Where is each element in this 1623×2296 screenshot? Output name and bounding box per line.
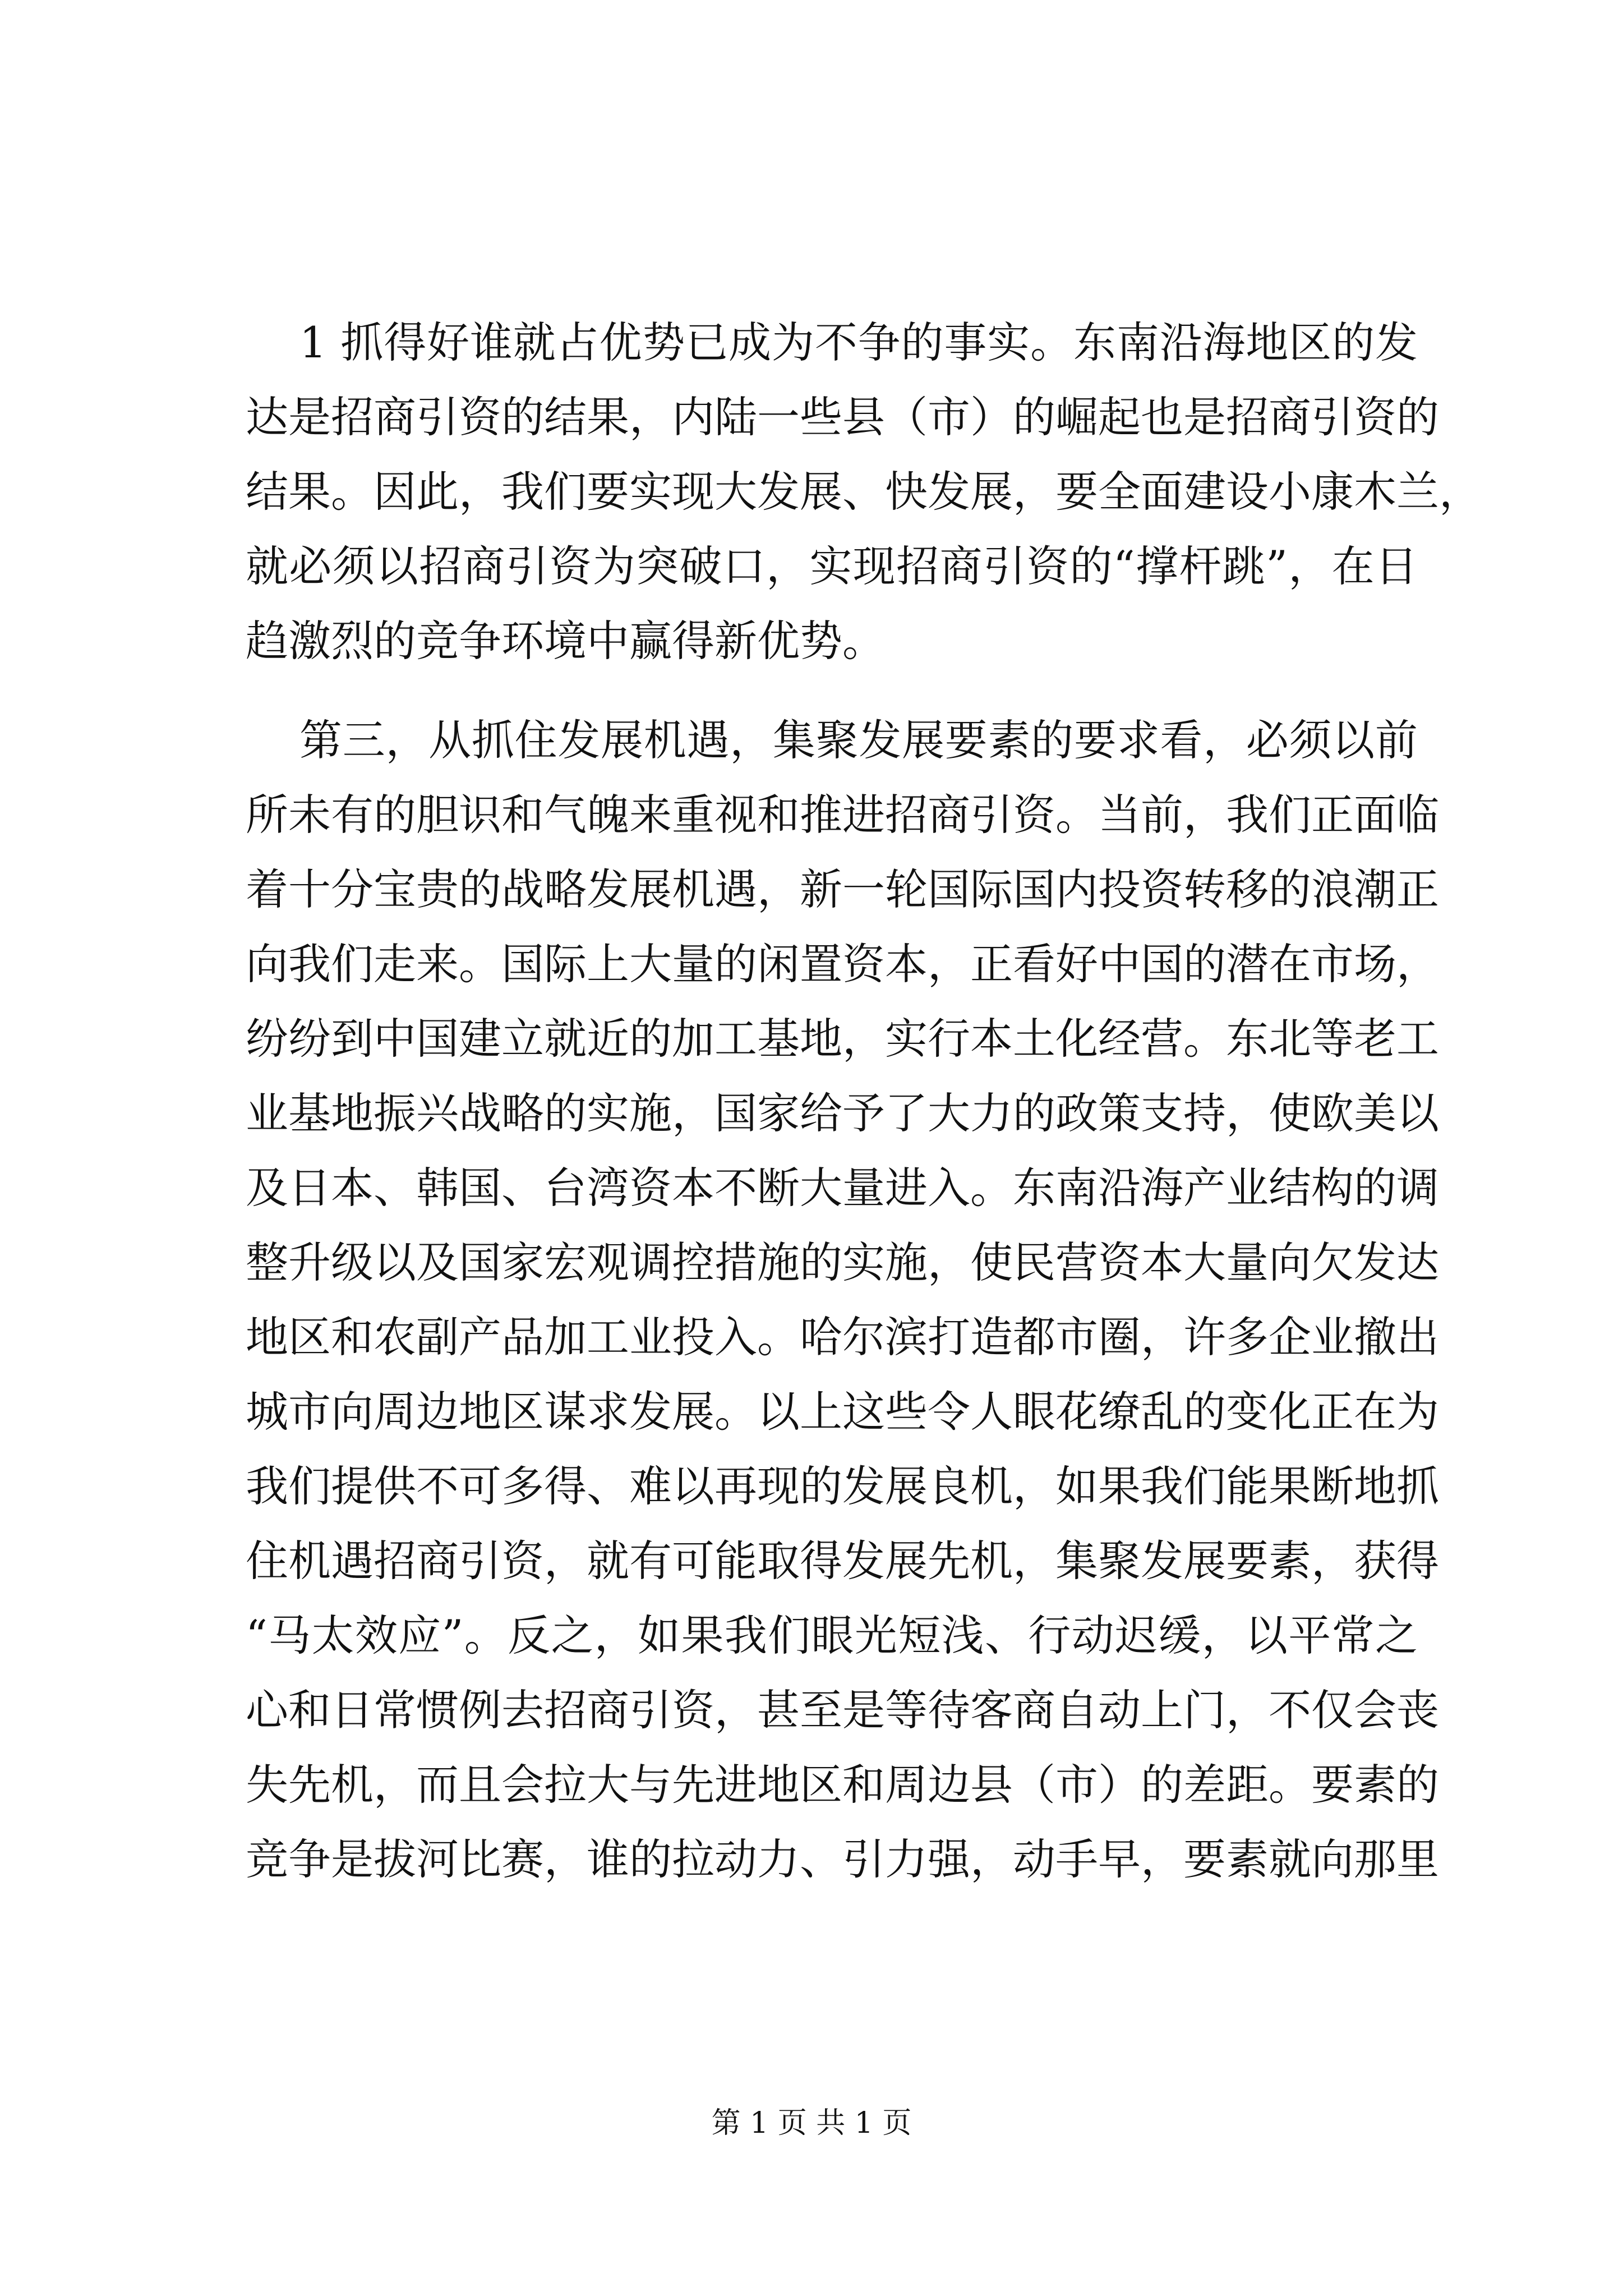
paragraph-2-line-7: 及日本、韩国、台湾资本不断大量进入。东南沿海产业结构的调 [246,1163,1439,1213]
paragraph-1-line-4: 就必须以招商引资为突破口，实现招商引资的“撑杆跳”，在日 [246,541,1418,591]
paragraph-2-line-15: 失先机，而且会拉大与先进地区和周边县（市）的差距。要素的 [246,1760,1439,1810]
paragraph-1-line-5: 趋激烈的竞争环境中赢得新优势。 [246,616,885,666]
page-number-label: 第 1 页 共 1 页 [711,2106,912,2140]
paragraph-2-line-14: 心和日常惯例去招商引资，甚至是等待客商自动上门，不仅会丧 [246,1685,1439,1735]
paragraph-2-line-11: 我们提供不可多得、难以再现的发展良机，如果我们能果断地抓 [246,1461,1439,1511]
paragraph-2-line-1: 第三，从抓住发展机遇，集聚发展要素的要求看，必须以前 [299,715,1418,765]
paragraph-2-line-2: 所未有的胆识和气魄来重视和推进招商引资。当前，我们正面临 [246,790,1439,840]
paragraph-2-line-8: 整升级以及国家宏观调控措施的实施，使民营资本大量向欠发达 [246,1237,1439,1287]
paragraph-2-line-13: “马太效应”。反之，如果我们眼光短浅、行动迟缓，以平常之 [246,1611,1418,1660]
paragraph-1-line-3: 结果。因此，我们要实现大发展、快发展，要全面建设小康木兰， [246,467,1482,517]
paragraph-2-line-5: 纷纷到中国建立就近的加工基地，实行本土化经营。东北等老工 [246,1014,1439,1064]
paragraph-1-line-1: 1 抓得好谁就占优势已成为不争的事实。东南沿海地区的发 [299,318,1418,367]
paragraph-2-line-10: 城市向周边地区谋求发展。以上这些令人眼花缭乱的变化正在为 [246,1387,1439,1437]
paragraph-2-line-3: 着十分宝贵的战略发展机遇，新一轮国际国内投资转移的浪潮正 [246,864,1439,914]
paragraph-2-line-12: 住机遇招商引资，就有可能取得发展先机，集聚发展要素，获得 [246,1536,1439,1586]
page-footer [0,2101,1623,2146]
paragraph-2-line-9: 地区和农副产品加工业投入。哈尔滨打造都市圈，许多企业撤出 [246,1312,1439,1362]
paragraph-1-line-2: 达是招商引资的结果，内陆一些县（市）的崛起也是招商引资的 [246,392,1439,442]
paragraph-2-line-6: 业基地振兴战略的实施，国家给予了大力的政策支持，使欧美以 [246,1088,1439,1138]
paragraph-2-line-4: 向我们走来。国际上大量的闲置资本，正看好中国的潜在市场， [246,939,1439,989]
paragraph-2-line-16: 竞争是拔河比赛，谁的拉动力、引力强，动手早，要素就向那里 [246,1834,1439,1884]
